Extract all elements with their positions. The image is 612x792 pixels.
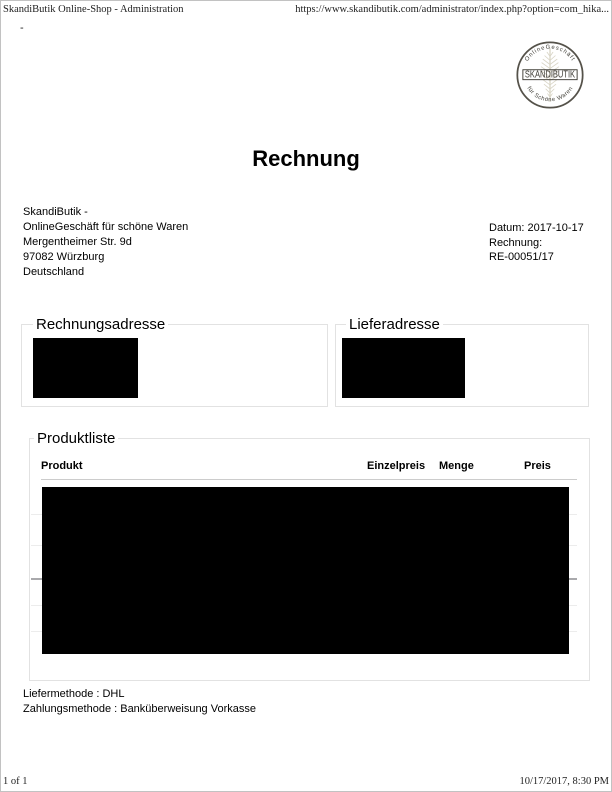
order-methods <box>23 687 256 717</box>
invoice-date: Datum: 2017-10-17 <box>489 222 584 234</box>
invoice-number: RE-00051/17 <box>489 251 554 263</box>
column-header-einzelpreis: Einzelpreis <box>367 460 426 472</box>
shipping-method: Liefermethode : DHL <box>23 688 125 700</box>
seller-address-line: SkandiButik - <box>23 206 88 218</box>
logo-arc-top-text: OnlineGeschäft <box>524 44 576 63</box>
seller-address-line: Mergentheimer Str. 9d <box>23 236 132 248</box>
print-header-title: SkandiButik Online-Shop - Administration <box>3 4 184 15</box>
billing-address-redaction <box>33 338 138 398</box>
column-header-menge: Menge <box>439 460 474 472</box>
invoice-title: Rechnung <box>252 146 360 171</box>
billing-address-box <box>21 316 328 407</box>
shipping-address-redaction <box>342 338 465 398</box>
table-header-divider <box>41 479 577 480</box>
product-list-box <box>29 430 590 681</box>
seller-address <box>23 205 188 280</box>
invoice-number-label: Rechnung: <box>489 236 543 249</box>
shipping-address-legend: Lieferadresse <box>346 316 443 333</box>
invoice-meta <box>489 221 584 265</box>
column-header-produkt: Produkt <box>41 460 83 472</box>
print-footer-page-count: 1 of 1 <box>3 776 28 787</box>
product-table-redaction <box>42 487 569 654</box>
seller-address-line: OnlineGeschäft für schöne Waren <box>23 221 189 233</box>
column-header-preis: Preis <box>524 460 551 472</box>
print-header-url: https://www.skandibutik.com/administrator/index.php?option=com_hika... <box>295 4 609 15</box>
billing-address-legend: Rechnungsadresse <box>33 316 168 333</box>
shop-logo <box>515 40 585 110</box>
product-list-legend: Produktliste <box>34 430 118 447</box>
logo-svg <box>515 40 585 110</box>
seller-address-line: Deutschland <box>23 266 85 278</box>
seller-address-line: 97082 Würzburg <box>23 251 105 263</box>
logo-name-text: SKANDIBUTIK <box>524 69 576 81</box>
shipping-address-box <box>335 316 589 407</box>
print-footer-datetime: 10/17/2017, 8:30 PM <box>519 776 609 787</box>
logo-arc-bottom-text: für Schöne Waren <box>525 85 575 104</box>
stray-dash: - <box>20 22 24 34</box>
payment-method: Zahlungsmethode : Banküberweisung Vorkasse <box>23 703 256 715</box>
